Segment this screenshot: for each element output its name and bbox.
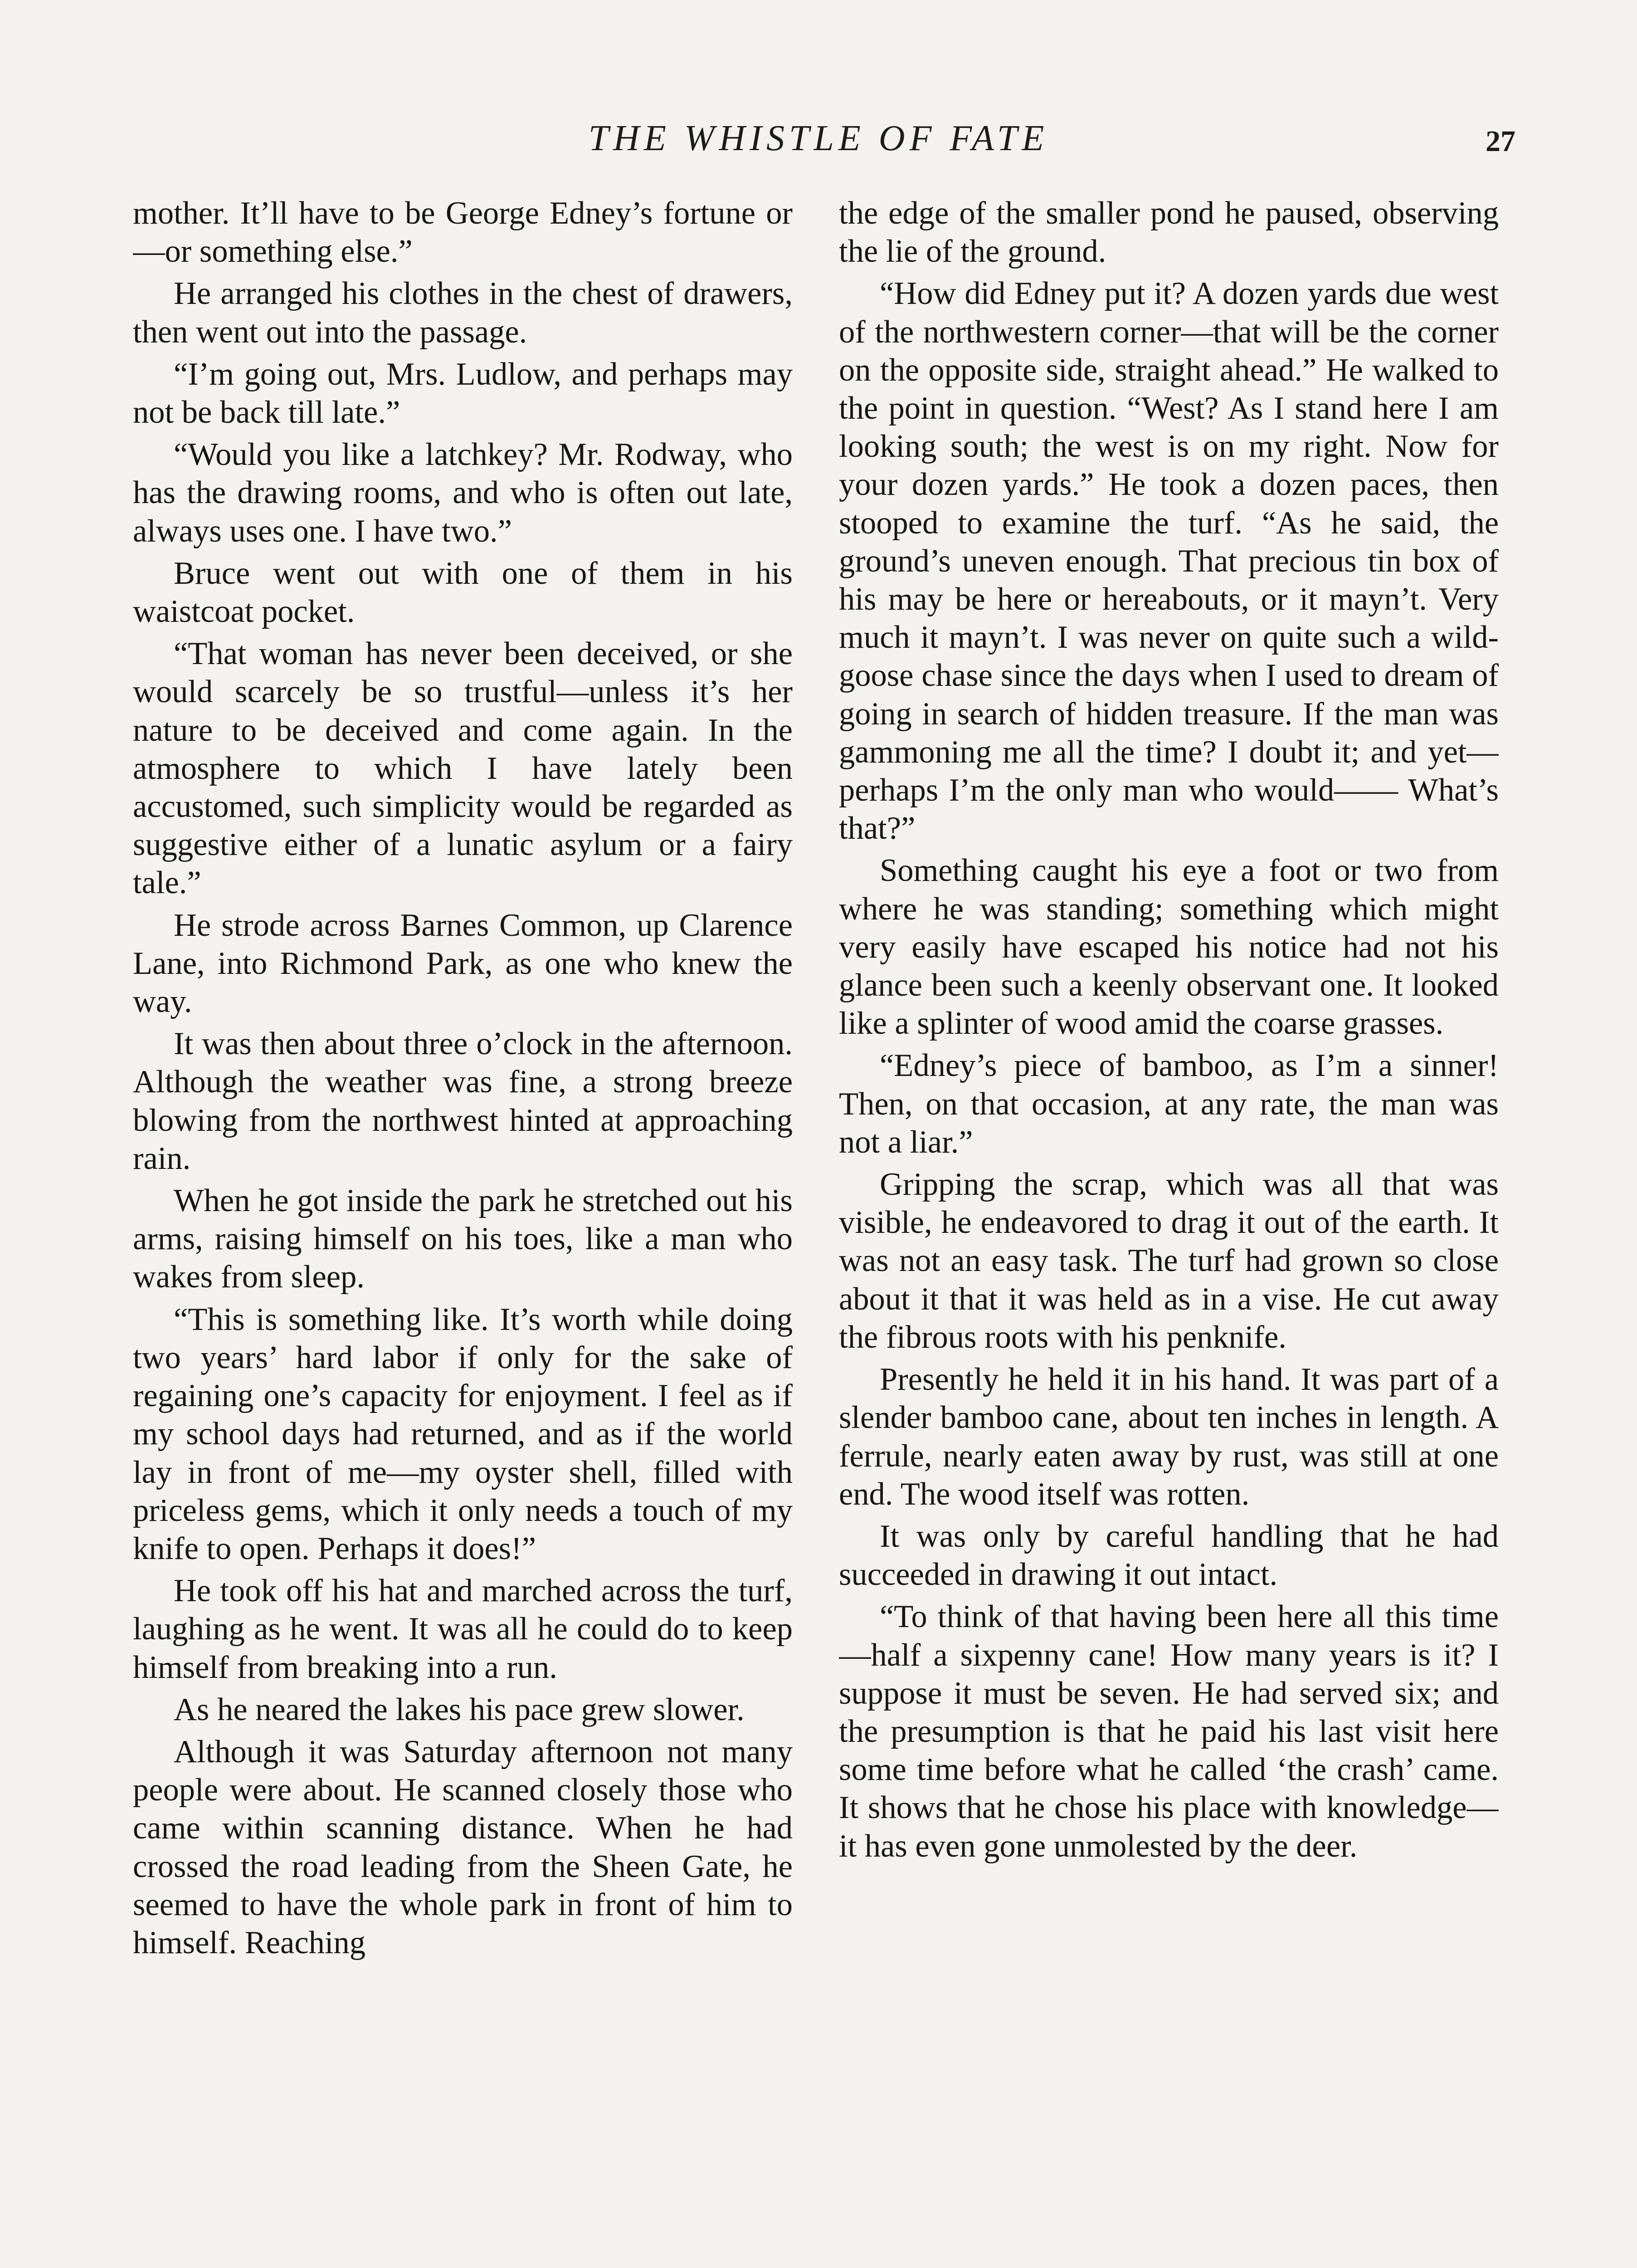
paragraph: Although it was Saturday afternoon not many people were about. He scanned closely those who came within scanning distance. When he had crossed the road leading from the Sheen Gate, he seemed to have the whole park in front of him to himself. Reaching (133, 1734, 793, 1960)
paragraph: the edge of the smaller pond he paused, observing the lie of the ground. (839, 196, 1499, 269)
page-number: 27 (1486, 125, 1515, 158)
paragraph: He strode across Barnes Common, up Clarence Lane, into Richmond Park, as one who knew the way. (133, 907, 793, 1020)
paragraph: “That woman has never been deceived, or she would scarcely be so trustful—unless it’s her nature to be deceived and come again. In the atmosphere to which I have lately been accustomed, such simplicity would be regarded as suggestive either of a lunatic asylum or a fairy tale.” (133, 636, 793, 901)
paragraph: “To think of that having been here all this time—half a sixpenny cane! How many years is it? I suppose it must be seven. He had served six; and the presumption is that he paid his last visit here some time before what he called ‘the crash’ came. It shows that he chose his place with knowledge—it has even gone unmolested by the deer. (839, 1599, 1499, 1864)
paragraph: “Edney’s piece of bamboo, as I’m a sinner! Then, on that occasion, at any rate, the man was not a liar.” (839, 1048, 1499, 1160)
paragraph: As he neared the lakes his pace grew slower. (174, 1691, 745, 1727)
paragraph: It was only by careful handling that he had succeeded in drawing it out intact. (839, 1518, 1499, 1593)
paragraph: “How did Edney put it? A dozen yards due west of the northwestern corner—that will be the corner on the opposite side, straight ahead.” He walked to the point in question. “West? As I stand here I am looking south; the west is on my right. Now for your dozen yards.” He took a dozen paces, then stooped to examine the turf. “As he said, the ground’s uneven enough. That precious tin box of his may be here or hereabouts, or it mayn’t. Very much it mayn’t. I was never on quite such a wild-goose chase since the days when I used to dream of going in search of hidden treasure. If the man was gammoning me all the time? I doubt it; and yet—perhaps I’m the only man who would—— What’s that?” (839, 276, 1499, 846)
paragraph: “This is something like. It’s worth while doing two years’ hard labor if only for the sake of regaining one’s capacity for enjoyment. I feel as if my school days had returned, and as if the world lay in front of me—my oyster shell, filled with priceless gems, which it only needs a touch of my knife to open. Perhaps it does!” (133, 1301, 793, 1566)
left-column (133, 194, 793, 2268)
running-title: THE WHISTLE OF FATE (588, 118, 1049, 158)
paragraph: He arranged his clothes in the chest of drawers, then went out into the passage. (133, 276, 793, 350)
paragraph: When he got inside the park he stretched out his arms, raising himself on his toes, like a man who wakes from sleep. (133, 1183, 793, 1295)
paragraph: “I’m going out, Mrs. Ludlow, and perhaps may not be back till late.” (133, 356, 793, 430)
paragraph: It was then about three o’clock in the afternoon. Although the weather was fine, a strong breeze blowing from the northwest hinted at approaching rain. (133, 1026, 793, 1176)
paragraph: Something caught his eye a foot or two from where he was standing; something which might very easily have escaped his notice had not his glance been such a keenly observant one. It looked like a splinter of wood amid the coarse grasses. (839, 853, 1499, 1041)
paragraph: He took off his hat and marched across the turf, laughing as he went. It was all he could do to keep himself from breaking into a run. (133, 1573, 793, 1685)
paragraph: mother. It’ll have to be George Edney’s fortune or—or something else.” (133, 196, 793, 269)
paragraph: Bruce went out with one of them in his waistcoat pocket. (133, 555, 793, 630)
paragraph: Presently he held it in his hand. It was part of a slender bamboo cane, about ten inches in length. A ferrule, nearly eaten away by rust, was still at one end. The wood itself was rotten. (839, 1362, 1499, 1512)
paragraph: Gripping the scrap, which was all that was visible, he endeavored to drag it out of the earth. It was not an easy task. The turf had grown so close about it that it was held as in a vise. He cut away the fibrous roots with his penknife. (839, 1167, 1499, 1355)
right-column (839, 194, 1499, 2268)
paragraph: “Would you like a latchkey? Mr. Rodway, who has the drawing rooms, and who is often out late, always uses one. I have two.” (133, 437, 793, 549)
